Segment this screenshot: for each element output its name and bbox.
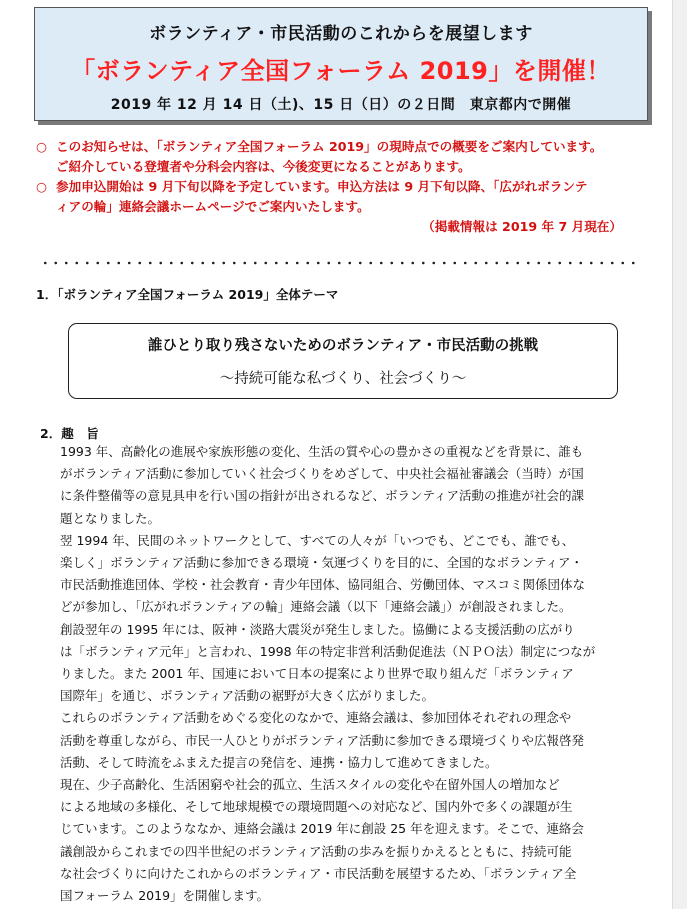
paragraph-line: 活動を尊重しながら、市民一人ひとりがボランティア活動に参加できる環境づくりや広報啓発 bbox=[60, 732, 585, 748]
notice-line: ご紹介している登壇者や分科会内容は、今後変更になることがあります。 bbox=[56, 159, 471, 174]
circle-bullet-icon: ○ bbox=[36, 179, 47, 194]
paragraph-line: 市民活動推進団体、学校・社会教育・青少年団体、協同組合、労働団体、マスコミ関係団体な bbox=[60, 577, 586, 593]
paragraph-line: 活動、そして時流をふまえた提言の発信を、連携・協力して進めてきました。 bbox=[60, 754, 498, 770]
paragraph-line: 楽しく」ボランティア活動に参加できる環境・気運づくりを目的に、全国的なボランティア・ bbox=[60, 555, 584, 571]
paragraph bbox=[60, 619, 640, 708]
theme-sub: ～持続可能な私づくり、社会づくり～ bbox=[219, 371, 467, 387]
notice-item bbox=[36, 137, 636, 177]
paragraph bbox=[60, 707, 640, 774]
header-dates: 2019 年 12 月 14 日（土)、15 日（日）の２日間 東京都内で開催 bbox=[110, 97, 572, 113]
theme-box bbox=[68, 323, 618, 399]
section2-heading: 2．趣 旨 bbox=[40, 426, 99, 441]
paragraph-line: 翌 1994 年、民間のネットワークとして、すべての人々が「いつでも、どこでも、誰でも、 bbox=[60, 532, 575, 548]
paragraph-line: に条件整備等の意見具申を行い国の指針が出されるなど、ボランティア活動の推進が社会的課 bbox=[60, 488, 585, 504]
header-banner bbox=[34, 7, 648, 121]
paragraph-line: 現在、少子高齢化、生活困窮や社会的孤立、生活スタイルの変化や在留外国人の増加など bbox=[60, 777, 560, 793]
section2-body bbox=[60, 441, 640, 907]
paragraph-line: 国際年」を通じ、ボランティア活動の裾野が大きく広がりました。 bbox=[60, 688, 435, 704]
theme-main: 誰ひとり取り残さないためのボランティア・市民活動の挑戦 bbox=[147, 338, 539, 354]
paragraph-line: どが参加し、「広がれボランティアの輪」連絡会議（以下「連絡会議」）が創設されました。 bbox=[60, 599, 572, 615]
dotted-divider bbox=[40, 260, 640, 266]
circle-bullet-icon: ○ bbox=[36, 139, 47, 154]
notice-line: ィアの輪」連絡会議ホームページでご案内いたします。 bbox=[56, 199, 370, 214]
paragraph-line: な社会づくりに向けたこれからのボランティア・市民活動を展望するため、｢ボランティア全 bbox=[60, 865, 577, 881]
paragraph-line: じています。このようななか、連絡会議は 2019 年に創設 25 年を迎えます。そこで、連絡会 bbox=[60, 821, 584, 837]
notice-block bbox=[36, 137, 636, 237]
notice-line: 参加申込開始は 9 月下旬以降を予定しています。申込方法は 9 月下旬以降、｢広がれボランテ bbox=[56, 179, 588, 194]
paragraph-line: は「ボランティア元年」と言われ、1998 年の特定非営利活動促進法（ＮＰＯ法）制定につなが bbox=[60, 643, 596, 659]
section1-heading: 1．｢ボランティア全国フォーラム 2019」全体テーマ bbox=[36, 287, 339, 302]
header-title: 「ボランティア全国フォーラム 2019」を開催！ bbox=[71, 57, 611, 85]
paragraph-line: 1993 年、高齢化の進展や家族形態の変化、生活の質や心の豊かさの重視などを背景に、誰も bbox=[60, 444, 584, 459]
window-scrollbar[interactable] bbox=[672, 0, 687, 909]
paragraph-line: 題となりました。 bbox=[60, 510, 161, 526]
paragraph-line: による地域の多様化、そして地球規模での環境問題への対応など、国内外で多くの課題が生 bbox=[60, 799, 573, 815]
paragraph-line: 国フォーラム 2019」を開催します。 bbox=[60, 888, 270, 904]
paragraph bbox=[60, 774, 640, 907]
paragraph-line: がボランティア活動に参加していく社会づくりをめざして、中央社会福祉審議会（当時）が国 bbox=[60, 466, 584, 482]
paragraph-line: これらのボランティア活動をめぐる変化のなかで、連絡会議は、参加団体それぞれの理念や bbox=[60, 710, 572, 726]
paragraph bbox=[60, 441, 640, 530]
notice-line: このお知らせは、｢ボランティア全国フォーラム 2019」の現時点での概要をご案内しています。 bbox=[56, 139, 603, 154]
header-subtitle: ボランティア・市民活動のこれからを展望します bbox=[149, 24, 533, 44]
paragraph bbox=[60, 530, 640, 619]
paragraph-line: 創設翌年の 1995 年には、阪神・淡路大震災が発生しました。協働による支援活動の広がり bbox=[60, 621, 575, 637]
notice-item bbox=[36, 177, 636, 217]
publication-info: （掲載情報は 2019 年 7 月現在） bbox=[422, 219, 622, 234]
paragraph-line: 議創設からこれまでの四半世紀のボランティア活動の歩みを振りかえるとともに、持続可能 bbox=[60, 843, 572, 859]
paragraph-line: りました。また 2001 年、国連において日本の提案により世界で取り組んだ「ボランティア bbox=[60, 666, 574, 682]
